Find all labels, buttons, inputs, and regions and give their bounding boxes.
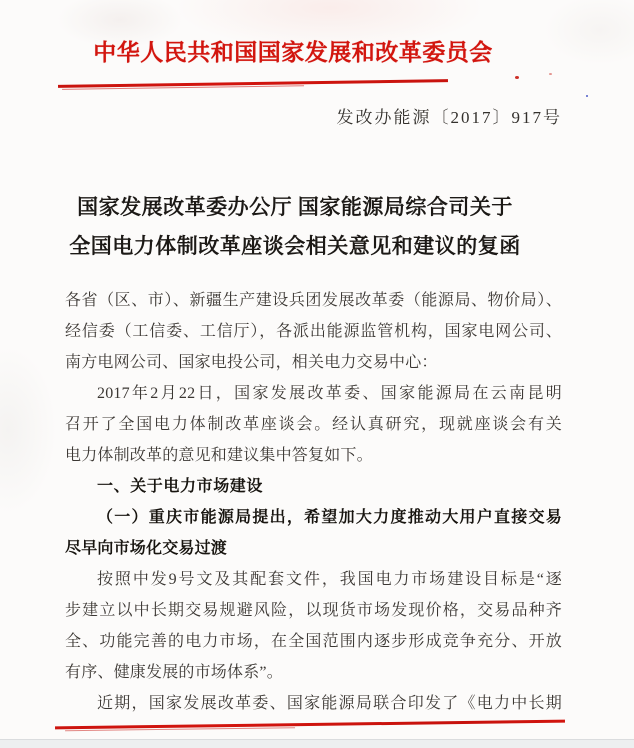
document-body	[65, 285, 562, 719]
subsection-heading-line: （一）重庆市能源局提出，希望加大力度推动大用户直接交易	[97, 509, 562, 526]
body-line: 全、功能完善的电力市场，在全国范围内逐步形成竞争充分、开放	[65, 633, 562, 650]
body-line: 2017年2月22日，国家发展改革委、国家能源局在云南昆明	[97, 385, 562, 402]
subsection-heading-line: 尽早向市场化交易过渡	[65, 540, 228, 557]
scan-background-edge	[0, 739, 634, 748]
document-title-line-2: 全国电力体制改革座谈会相关意见和建议的复函	[69, 234, 521, 258]
body-line: 召开了全国电力体制改革座谈会。经认真研究，现就座谈会有关	[65, 416, 562, 433]
document-title-line-1: 国家发展改革委办公厅 国家能源局综合司关于	[77, 195, 513, 219]
document-number: 发改办能源〔2017〕917号	[336, 108, 562, 127]
body-line: 有序、健康发展的市场体系”。	[65, 664, 283, 681]
document-title	[0, 188, 612, 266]
recipients-line: 经信委（工信委、工信厅），各派出能源监管机构，国家电网公司、	[65, 323, 562, 340]
scan-speck-red	[549, 73, 552, 75]
recipients-line: 各省（区、市）、新疆生产建设兵团发展改革委（能源局、物价局）、	[65, 292, 562, 309]
section-heading: 一、关于电力市场建设	[97, 478, 264, 495]
body-line: 按照中发9号文及其配套文件，我国电力市场建设目标是“逐	[97, 571, 562, 588]
scan-speck-blue	[586, 95, 588, 97]
body-line: 步建立以中长期交易规避风险，以现货市场发现价格，交易品种齐	[65, 602, 562, 619]
letterhead-divider-line	[58, 79, 448, 88]
body-line: 近期，国家发展改革委、国家能源局联合印发了《电力中长期	[97, 695, 562, 712]
scan-speck-red	[515, 76, 519, 79]
letterhead-title: 中华人民共和国国家发展和改革委员会	[93, 40, 493, 65]
recipients-line: 南方电网公司、国家电投公司，相关电力交易中心：	[65, 354, 438, 371]
body-line: 电力体制改革的意见和建议集中答复如下。	[65, 447, 373, 464]
page-bottom-divider-line	[55, 720, 565, 730]
